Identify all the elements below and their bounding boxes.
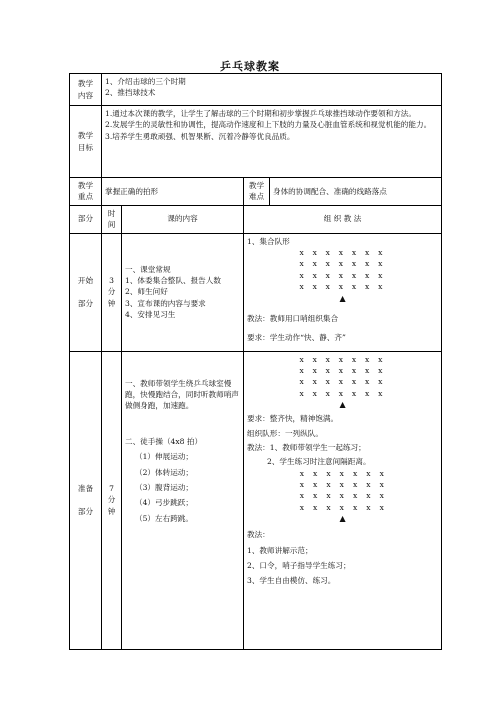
prep-org	[244, 351, 442, 649]
method-item: 1、教师带领学生一起练习；	[269, 442, 366, 452]
formation-row: x x x x x x x	[299, 468, 386, 478]
content-line: 3、宣布课的内容与要求	[125, 298, 206, 308]
goals-row	[70, 106, 442, 178]
content-item: 1、介绍击球的三个时期	[105, 77, 186, 86]
formation-row: x x x x x x x	[299, 259, 386, 269]
formation-row: x x x x x x x	[299, 377, 386, 387]
formation-row: x x x x x x x	[299, 502, 386, 512]
formation-row: x x x x x x x	[299, 354, 386, 364]
formation-row: x x x x x x x	[299, 365, 386, 375]
teacher-marker-icon: ▲	[339, 514, 346, 524]
header-time: 时 间	[102, 205, 122, 233]
header-content: 课的内容	[122, 205, 244, 233]
content-row	[70, 74, 442, 106]
prep-content	[122, 351, 244, 649]
method-item: 2、学生练习时注意间隔距离。	[267, 457, 371, 467]
header-org: 组 织 教 法	[244, 205, 442, 233]
exercise-item: （4）弓步跳跃；	[135, 498, 193, 508]
teacher-marker-icon: ▲	[339, 400, 346, 410]
keypoints-row	[70, 178, 442, 206]
header-row	[70, 205, 442, 233]
page-title: 乒乓球教案	[220, 60, 280, 73]
method-line	[247, 442, 438, 453]
exercise-item: （1）伸展运动；	[135, 452, 193, 462]
keypoints-value: 掌握正确的拍形	[102, 178, 244, 206]
exercise-title: 二、徒手操（4x8 拍）	[125, 436, 203, 446]
formation-row: x x x x x x x	[299, 247, 386, 257]
exercise-item: （3）腹背运动；	[135, 482, 193, 492]
formation-text: 组织队形：一列纵队。	[247, 428, 323, 438]
difficulty-value: 身体的协调配合、准确的线路落点	[270, 178, 442, 206]
prep-row	[70, 351, 442, 649]
method-title: 教法：	[247, 530, 270, 540]
teacher-marker-icon: ▲	[339, 293, 346, 303]
content-paragraph: 一、教师带领学生绕乒乓球室慢跑，快慢跑结合，同时听教师哨声做侧身跑，加速跑。	[125, 378, 239, 411]
goal-item: 2.发展学生的灵敏性和协调性，提高动作速度和上下肢的力量及心脏血管系统和视觉机能的能力。	[105, 120, 432, 130]
content-cell	[102, 74, 442, 106]
method-item: 1、教师讲解示范；	[247, 545, 313, 555]
prep-part: 准备 部分	[70, 351, 102, 649]
opening-org	[244, 233, 442, 351]
opening-row	[70, 233, 442, 351]
goals-label: 教学 目标	[70, 106, 102, 178]
header-part: 部分	[70, 205, 102, 233]
goal-item: 1.通过本次课的教学，让学生了解击球的三个时期和初步掌握乒乓球推挡球动作要领和方法。	[105, 109, 416, 118]
opening-part: 开始 部分	[70, 233, 102, 351]
method-item: 3、学生自由模仿、练习。	[247, 576, 336, 586]
opening-time: 3 分 钟	[102, 233, 122, 351]
method-title: 教法：	[247, 442, 270, 452]
method-item: 2、口令，哨子指导学生练习；	[247, 561, 351, 571]
exercise-item: （2）体转运动；	[135, 467, 193, 477]
method-text: 教法：教师用口哨组织集合	[247, 313, 339, 323]
exercise-item: （5）左右跨跳。	[135, 513, 193, 523]
formation-row: x x x x x x x	[299, 480, 386, 490]
content-label: 教学 内容	[70, 74, 102, 106]
goal-item: 3.培养学生勇敢顽强、机智果断、沉着冷静等优良品质。	[105, 131, 295, 141]
formation-title: 1、集合队形	[247, 236, 290, 246]
lesson-plan-table	[69, 73, 442, 650]
formation-row: x x x x x x x	[299, 270, 386, 280]
opening-content	[122, 233, 244, 351]
content-line: 1、体委集合整队、报告人数	[125, 275, 221, 285]
content-line: 2、师生问好	[125, 287, 168, 297]
goals-cell	[102, 106, 442, 178]
content-line: 4、安排见习生	[125, 310, 176, 320]
keypoints-label: 教学 重点	[70, 178, 102, 206]
requirement-text: 要求：整齐快，精神饱满。	[247, 414, 339, 424]
formation-row: x x x x x x x	[299, 491, 386, 501]
difficulty-label: 教学 难点	[244, 178, 270, 206]
requirement-text: 要求：学生动作“快、静、齐”	[247, 332, 346, 342]
formation-row: x x x x x x x	[299, 282, 386, 292]
content-item: 2、推挡球技术	[105, 88, 156, 98]
prep-time: 7 分 钟	[102, 351, 122, 649]
content-line: 一、课堂常规	[125, 264, 171, 274]
formation-row: x x x x x x x	[299, 388, 386, 398]
